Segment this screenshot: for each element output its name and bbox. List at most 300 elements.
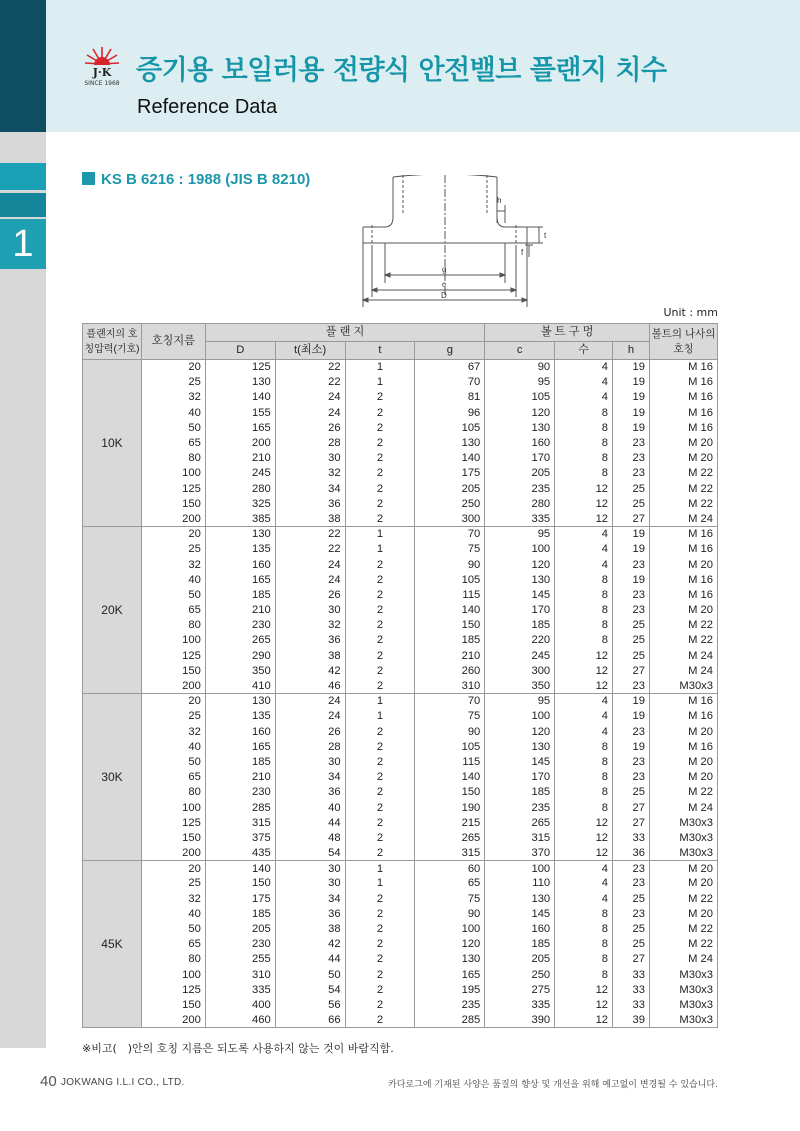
table-cell: M30x3 bbox=[649, 997, 717, 1012]
table-cell: 1 bbox=[345, 360, 415, 375]
table-cell: 25 bbox=[141, 876, 205, 891]
table-cell: 335 bbox=[205, 982, 275, 997]
table-row bbox=[83, 466, 718, 481]
table-cell: 185 bbox=[485, 618, 555, 633]
table-cell: 185 bbox=[485, 785, 555, 800]
table-cell: 4 bbox=[555, 694, 613, 709]
table-row bbox=[83, 770, 718, 785]
table-cell: 95 bbox=[485, 694, 555, 709]
table-cell: 100 bbox=[141, 466, 205, 481]
table-row bbox=[83, 375, 718, 390]
table-cell: 2 bbox=[345, 557, 415, 572]
table-cell: 32 bbox=[141, 724, 205, 739]
table-row bbox=[83, 390, 718, 405]
table-cell: 22 bbox=[275, 360, 345, 375]
header-D: D bbox=[205, 342, 275, 360]
table-cell: 435 bbox=[205, 846, 275, 861]
table-cell: 70 bbox=[415, 527, 485, 542]
table-row bbox=[83, 724, 718, 739]
table-cell: 125 bbox=[141, 815, 205, 830]
table-cell: M 16 bbox=[649, 390, 717, 405]
table-cell: 220 bbox=[485, 633, 555, 648]
table-cell: 275 bbox=[485, 982, 555, 997]
table-row bbox=[83, 435, 718, 450]
table-cell: 185 bbox=[205, 906, 275, 921]
table-cell: 25 bbox=[613, 937, 650, 952]
table-cell: 28 bbox=[275, 739, 345, 754]
table-cell: 150 bbox=[141, 830, 205, 845]
table-cell: 25 bbox=[613, 618, 650, 633]
table-cell: 2 bbox=[345, 603, 415, 618]
table-cell: 19 bbox=[613, 375, 650, 390]
flange-diagram bbox=[355, 175, 565, 310]
table-cell: 80 bbox=[141, 451, 205, 466]
table-cell: 325 bbox=[205, 496, 275, 511]
table-cell: 315 bbox=[205, 815, 275, 830]
side-tab-stripe bbox=[0, 193, 46, 217]
table-cell: 160 bbox=[205, 557, 275, 572]
table-cell: 32 bbox=[275, 618, 345, 633]
table-cell: 4 bbox=[555, 861, 613, 876]
table-row bbox=[83, 800, 718, 815]
table-cell: 2 bbox=[345, 967, 415, 982]
table-cell: 235 bbox=[485, 481, 555, 496]
table-cell: 22 bbox=[275, 375, 345, 390]
table-cell: 25 bbox=[613, 921, 650, 936]
table-cell: 105 bbox=[485, 390, 555, 405]
table-cell: 150 bbox=[415, 618, 485, 633]
table-cell: 36 bbox=[275, 496, 345, 511]
table-row bbox=[83, 557, 718, 572]
table-cell: 46 bbox=[275, 678, 345, 693]
table-cell: 26 bbox=[275, 587, 345, 602]
table-cell: 165 bbox=[415, 967, 485, 982]
table-cell: 115 bbox=[415, 587, 485, 602]
table-cell: 150 bbox=[141, 997, 205, 1012]
table-cell: 4 bbox=[555, 709, 613, 724]
table-cell: 2 bbox=[345, 770, 415, 785]
table-cell: 205 bbox=[415, 481, 485, 496]
table-cell: 32 bbox=[141, 390, 205, 405]
table-cell: 315 bbox=[415, 846, 485, 861]
table-cell: 125 bbox=[205, 360, 275, 375]
table-cell: 4 bbox=[555, 527, 613, 542]
table-cell: 310 bbox=[205, 967, 275, 982]
table-cell: 160 bbox=[485, 435, 555, 450]
table-cell: 165 bbox=[205, 739, 275, 754]
table-cell: M 16 bbox=[649, 405, 717, 420]
table-cell: 460 bbox=[205, 1013, 275, 1028]
table-cell: 2 bbox=[345, 906, 415, 921]
table-cell: 12 bbox=[555, 511, 613, 526]
table-cell: M 22 bbox=[649, 618, 717, 633]
side-band bbox=[0, 0, 46, 1048]
table-cell: 135 bbox=[205, 542, 275, 557]
table-cell: M 22 bbox=[649, 633, 717, 648]
disclaimer: 카다로그에 기재된 사양은 품질의 향상 및 개선을 위해 예고없이 변경될 수 있습니다. bbox=[388, 1080, 718, 1090]
table-cell: 8 bbox=[555, 906, 613, 921]
table-cell: 2 bbox=[345, 921, 415, 936]
table-cell: 19 bbox=[613, 390, 650, 405]
table-cell: 120 bbox=[415, 937, 485, 952]
table-cell: 44 bbox=[275, 815, 345, 830]
table-cell: 24 bbox=[275, 694, 345, 709]
diagram-label-f: f bbox=[521, 248, 524, 257]
table-cell: 8 bbox=[555, 754, 613, 769]
table-cell: 32 bbox=[141, 891, 205, 906]
logo-text: J·K bbox=[92, 66, 112, 79]
table-cell: 2 bbox=[345, 952, 415, 967]
sun-logo-icon bbox=[85, 46, 119, 66]
table-cell: 12 bbox=[555, 663, 613, 678]
table-cell: 8 bbox=[555, 435, 613, 450]
table-cell: 8 bbox=[555, 572, 613, 587]
table-cell: M 24 bbox=[649, 663, 717, 678]
table-cell: M 16 bbox=[649, 527, 717, 542]
table-cell: M 22 bbox=[649, 481, 717, 496]
table-row bbox=[83, 891, 718, 906]
table-cell: 42 bbox=[275, 937, 345, 952]
table-cell: M 16 bbox=[649, 375, 717, 390]
table-cell: 23 bbox=[613, 466, 650, 481]
table-cell: 4 bbox=[555, 724, 613, 739]
table-cell: 24 bbox=[275, 709, 345, 724]
table-cell: 245 bbox=[485, 648, 555, 663]
table-cell: 2 bbox=[345, 800, 415, 815]
table-cell: M 20 bbox=[649, 861, 717, 876]
table-cell: 8 bbox=[555, 466, 613, 481]
table-row bbox=[83, 739, 718, 754]
table-cell: 230 bbox=[205, 618, 275, 633]
table-cell: 50 bbox=[141, 587, 205, 602]
table-cell: 75 bbox=[415, 709, 485, 724]
logo-since: SINCE 1968 bbox=[84, 80, 120, 87]
table-cell: 33 bbox=[613, 997, 650, 1012]
table-cell: 1 bbox=[345, 861, 415, 876]
table-cell: 60 bbox=[415, 861, 485, 876]
table-cell: 285 bbox=[205, 800, 275, 815]
table-cell: 12 bbox=[555, 481, 613, 496]
table-cell: 30 bbox=[275, 451, 345, 466]
table-cell: 185 bbox=[205, 754, 275, 769]
table-cell: 140 bbox=[205, 390, 275, 405]
table-cell: M 16 bbox=[649, 587, 717, 602]
table-cell: 350 bbox=[485, 678, 555, 693]
table-cell: 150 bbox=[205, 876, 275, 891]
table-cell: 2 bbox=[345, 830, 415, 845]
table-cell: 90 bbox=[415, 557, 485, 572]
table-cell: 22 bbox=[275, 542, 345, 557]
page-subtitle: Reference Data bbox=[137, 96, 278, 118]
table-cell: 12 bbox=[555, 997, 613, 1012]
table-cell: 265 bbox=[205, 633, 275, 648]
table-cell: 2 bbox=[345, 466, 415, 481]
table-cell: 19 bbox=[613, 542, 650, 557]
table-cell: 90 bbox=[415, 724, 485, 739]
table-cell: 130 bbox=[485, 420, 555, 435]
table-cell: 12 bbox=[555, 678, 613, 693]
table-cell: 375 bbox=[205, 830, 275, 845]
table-cell: 23 bbox=[613, 876, 650, 891]
table-cell: 36 bbox=[275, 906, 345, 921]
header-nominal: 호칭지름 bbox=[141, 324, 205, 360]
table-cell: 36 bbox=[613, 846, 650, 861]
table-row bbox=[83, 527, 718, 542]
header-bolt-thread: 볼트의 나사의 호칭 bbox=[649, 324, 717, 360]
table-cell: 1 bbox=[345, 876, 415, 891]
table-cell: 185 bbox=[415, 633, 485, 648]
table-cell: M 20 bbox=[649, 906, 717, 921]
table-cell: 34 bbox=[275, 481, 345, 496]
table-cell: 8 bbox=[555, 618, 613, 633]
table-cell: 25 bbox=[613, 648, 650, 663]
table-cell: 210 bbox=[205, 451, 275, 466]
table-cell: 20 bbox=[141, 694, 205, 709]
table-row bbox=[83, 906, 718, 921]
table-cell: 19 bbox=[613, 360, 650, 375]
table-cell: 105 bbox=[415, 739, 485, 754]
table-cell: 150 bbox=[141, 496, 205, 511]
bullet-square-icon bbox=[82, 172, 95, 185]
table-cell: 8 bbox=[555, 785, 613, 800]
table-row bbox=[83, 587, 718, 602]
table-row bbox=[83, 982, 718, 997]
table-cell: 2 bbox=[345, 785, 415, 800]
table-cell: M 24 bbox=[649, 648, 717, 663]
table-cell: 2 bbox=[345, 663, 415, 678]
table-cell: 195 bbox=[415, 982, 485, 997]
table-cell: 32 bbox=[275, 466, 345, 481]
table-cell: 8 bbox=[555, 937, 613, 952]
table-cell: 65 bbox=[415, 876, 485, 891]
table-cell: 130 bbox=[415, 952, 485, 967]
table-cell: 33 bbox=[613, 982, 650, 997]
table-cell: 40 bbox=[141, 405, 205, 420]
table-cell: 1 bbox=[345, 375, 415, 390]
table-cell: 4 bbox=[555, 557, 613, 572]
flange-dimension-table bbox=[82, 323, 718, 1028]
table-cell: 100 bbox=[415, 921, 485, 936]
table-cell: 4 bbox=[555, 542, 613, 557]
table-cell: 65 bbox=[141, 435, 205, 450]
table-cell: 20 bbox=[141, 861, 205, 876]
table-cell: 12 bbox=[555, 648, 613, 663]
table-row bbox=[83, 921, 718, 936]
side-tab-stripe bbox=[0, 163, 46, 190]
table-cell: 23 bbox=[613, 603, 650, 618]
table-cell: 100 bbox=[141, 967, 205, 982]
table-cell: 140 bbox=[415, 603, 485, 618]
table-cell: 200 bbox=[205, 435, 275, 450]
table-cell: 8 bbox=[555, 603, 613, 618]
table-cell: 8 bbox=[555, 587, 613, 602]
table-row bbox=[83, 861, 718, 876]
table-cell: M30x3 bbox=[649, 967, 717, 982]
table-cell: M 20 bbox=[649, 724, 717, 739]
table-cell: 250 bbox=[415, 496, 485, 511]
table-cell: 130 bbox=[205, 694, 275, 709]
table-cell: M 20 bbox=[649, 435, 717, 450]
table-row bbox=[83, 709, 718, 724]
table-cell: 24 bbox=[275, 405, 345, 420]
company-logo bbox=[78, 44, 126, 92]
table-cell: 125 bbox=[141, 481, 205, 496]
table-cell: 335 bbox=[485, 997, 555, 1012]
table-cell: 110 bbox=[485, 876, 555, 891]
diagram-label-g: g bbox=[442, 265, 447, 274]
header-flange: 플 랜 지 bbox=[205, 324, 484, 342]
table-cell: 200 bbox=[141, 678, 205, 693]
table-cell: 2 bbox=[345, 390, 415, 405]
table-cell: 36 bbox=[275, 785, 345, 800]
table-cell: 12 bbox=[555, 815, 613, 830]
table-cell: 44 bbox=[275, 952, 345, 967]
table-cell: 25 bbox=[141, 709, 205, 724]
table-cell: 25 bbox=[613, 891, 650, 906]
table-cell: 50 bbox=[141, 754, 205, 769]
table-cell: 4 bbox=[555, 876, 613, 891]
header-g: g bbox=[415, 342, 485, 360]
table-cell: 300 bbox=[485, 663, 555, 678]
table-cell: 2 bbox=[345, 633, 415, 648]
table-cell: 100 bbox=[141, 800, 205, 815]
table-cell: 75 bbox=[415, 891, 485, 906]
table-cell: 235 bbox=[415, 997, 485, 1012]
table-cell: 200 bbox=[141, 511, 205, 526]
table-row bbox=[83, 937, 718, 952]
table-cell: 170 bbox=[485, 770, 555, 785]
table-cell: 100 bbox=[141, 633, 205, 648]
table-cell: 8 bbox=[555, 405, 613, 420]
table-cell: 100 bbox=[485, 709, 555, 724]
header-h: h bbox=[613, 342, 650, 360]
table-cell: 300 bbox=[415, 511, 485, 526]
table-cell: 160 bbox=[485, 921, 555, 936]
table-cell: M 22 bbox=[649, 496, 717, 511]
table-cell: 23 bbox=[613, 724, 650, 739]
table-cell: 8 bbox=[555, 800, 613, 815]
table-cell: 245 bbox=[205, 466, 275, 481]
header-bolt-hole: 볼 트 구 멍 bbox=[485, 324, 650, 342]
table-cell: 25 bbox=[613, 785, 650, 800]
chapter-tab[interactable]: 1 bbox=[0, 219, 46, 269]
table-cell: 250 bbox=[485, 967, 555, 982]
table-cell: 105 bbox=[415, 420, 485, 435]
table-cell: 210 bbox=[205, 603, 275, 618]
table-cell: 23 bbox=[613, 587, 650, 602]
table-cell: 19 bbox=[613, 572, 650, 587]
diagram-label-t: t bbox=[544, 231, 547, 240]
table-cell: 105 bbox=[415, 572, 485, 587]
table-cell: 1 bbox=[345, 694, 415, 709]
table-cell: 24 bbox=[275, 557, 345, 572]
table-cell: 39 bbox=[613, 1013, 650, 1028]
table-row bbox=[83, 618, 718, 633]
table-cell: 260 bbox=[415, 663, 485, 678]
table-cell: 255 bbox=[205, 952, 275, 967]
table-cell: 4 bbox=[555, 891, 613, 906]
table-cell: 2 bbox=[345, 405, 415, 420]
table-cell: M 16 bbox=[649, 360, 717, 375]
table-cell: 8 bbox=[555, 739, 613, 754]
table-cell: M 16 bbox=[649, 739, 717, 754]
table-cell: 120 bbox=[485, 724, 555, 739]
table-cell: 140 bbox=[415, 770, 485, 785]
table-cell: 2 bbox=[345, 648, 415, 663]
table-cell: 2 bbox=[345, 587, 415, 602]
table-row bbox=[83, 420, 718, 435]
table-cell: 40 bbox=[141, 739, 205, 754]
table-cell: 155 bbox=[205, 405, 275, 420]
table-cell: 50 bbox=[275, 967, 345, 982]
table-cell: 2 bbox=[345, 815, 415, 830]
table-cell: M 22 bbox=[649, 891, 717, 906]
table-row bbox=[83, 572, 718, 587]
table-cell: 140 bbox=[205, 861, 275, 876]
table-cell: 24 bbox=[275, 390, 345, 405]
table-cell: 2 bbox=[345, 982, 415, 997]
table-row bbox=[83, 785, 718, 800]
table-cell: 33 bbox=[613, 830, 650, 845]
table-row bbox=[83, 542, 718, 557]
table-cell: 115 bbox=[415, 754, 485, 769]
pressure-group-label: 45K bbox=[83, 861, 142, 1028]
table-cell: M30x3 bbox=[649, 678, 717, 693]
table-cell: 205 bbox=[485, 952, 555, 967]
table-cell: 1 bbox=[345, 709, 415, 724]
table-cell: 160 bbox=[205, 724, 275, 739]
table-cell: 2 bbox=[345, 846, 415, 861]
table-row bbox=[83, 846, 718, 861]
table-cell: 30 bbox=[275, 861, 345, 876]
table-row bbox=[83, 952, 718, 967]
table-cell: 2 bbox=[345, 481, 415, 496]
table-cell: 150 bbox=[141, 663, 205, 678]
table-cell: M 16 bbox=[649, 709, 717, 724]
table-cell: 19 bbox=[613, 420, 650, 435]
table-cell: 50 bbox=[141, 420, 205, 435]
table-cell: 2 bbox=[345, 891, 415, 906]
table-cell: 165 bbox=[205, 572, 275, 587]
table-cell: 48 bbox=[275, 830, 345, 845]
table-cell: 205 bbox=[485, 466, 555, 481]
header-pressure: 플랜지의 호칭압력(기호) bbox=[83, 324, 142, 360]
table-cell: 1 bbox=[345, 527, 415, 542]
table-cell: 23 bbox=[613, 770, 650, 785]
table-cell: 42 bbox=[275, 663, 345, 678]
table-cell: 27 bbox=[613, 952, 650, 967]
table-row bbox=[83, 633, 718, 648]
table-cell: 2 bbox=[345, 435, 415, 450]
table-cell: 4 bbox=[555, 360, 613, 375]
table-row bbox=[83, 694, 718, 709]
table-cell: 22 bbox=[275, 527, 345, 542]
table-body bbox=[83, 360, 718, 1028]
table-cell: 38 bbox=[275, 511, 345, 526]
table-cell: 200 bbox=[141, 846, 205, 861]
table-cell: 130 bbox=[205, 527, 275, 542]
table-cell: 265 bbox=[415, 830, 485, 845]
table-cell: 410 bbox=[205, 678, 275, 693]
table-cell: 8 bbox=[555, 420, 613, 435]
table-cell: 95 bbox=[485, 527, 555, 542]
table-row bbox=[83, 648, 718, 663]
table-cell: 23 bbox=[613, 754, 650, 769]
table-cell: 315 bbox=[485, 830, 555, 845]
table-cell: 27 bbox=[613, 800, 650, 815]
table-cell: 66 bbox=[275, 1013, 345, 1028]
table-row bbox=[83, 451, 718, 466]
